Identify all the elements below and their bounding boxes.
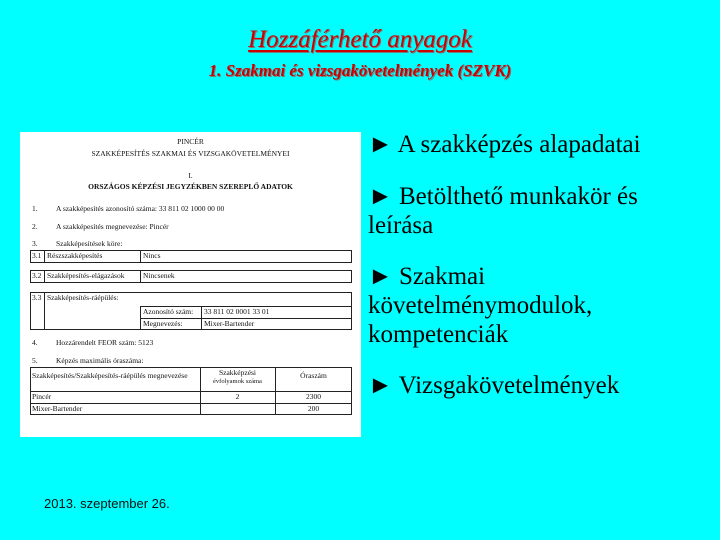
bullet-item <box>368 130 708 159</box>
doc-item-text: Képzés maximális óraszáma: <box>56 356 144 365</box>
doc-roman-numeral: I. <box>188 171 193 180</box>
doc-row-label: Szakképesítés-ráépülés: <box>47 293 119 302</box>
doc-heading-szvk: SZAKKÉPESÍTÉS SZAKMAI ÉS VIZSGAKÖVETELMÉNYEI <box>91 149 290 158</box>
doc-table-header: Óraszám <box>300 371 327 380</box>
doc-row-value: Nincs <box>143 251 161 260</box>
doc-row-value: 33 811 02 0001 33 01 <box>204 307 270 316</box>
doc-row-value: Nincsenek <box>143 271 175 280</box>
doc-row-num: 3.1 <box>32 251 42 260</box>
bullet-text: Vizsgakövetelmények <box>398 372 620 399</box>
bullet-item <box>368 182 708 240</box>
doc-table-cell: Mixer-Bartender <box>32 404 83 413</box>
bullet-text: Szakmai követelménymodulok, kompetenciák <box>368 263 593 348</box>
bullet-item <box>368 262 708 349</box>
doc-row-num: 3.2 <box>32 271 42 280</box>
doc-row-num: 3.3 <box>32 293 42 302</box>
slide-subtitle: 1. Szakmai és vizsgakövetelmények (SZVK) <box>208 61 512 80</box>
slide-title: Hozzáférhető anyagok <box>248 26 472 53</box>
doc-row-value: Mixer-Bartender <box>204 319 255 328</box>
doc-row-label: Azonosító szám: <box>143 307 194 316</box>
bullet-marker-icon: ► <box>368 183 393 210</box>
doc-row-label: Részszakképesítés <box>47 251 103 260</box>
doc-item-num: 5. <box>32 356 38 365</box>
doc-table-header: évfolyamok száma <box>213 378 262 385</box>
doc-item-text: A szakképesítés azonosító száma: 33 811 02 1000 00 00 <box>56 204 225 213</box>
bullet-item <box>368 371 708 400</box>
bullet-marker-icon: ► <box>368 372 393 399</box>
doc-table-cell: 2300 <box>306 392 321 401</box>
doc-item-num: 2. <box>32 222 38 231</box>
bullet-marker-icon: ► <box>368 263 393 290</box>
doc-item-num: 1. <box>32 204 38 213</box>
doc-table-cell: Pincér <box>32 392 52 401</box>
doc-item-text: A szakképesítés megnevezése: Pincér <box>56 222 169 231</box>
bullet-text: A szakképzés alapadatai <box>397 131 641 158</box>
bullet-marker-icon: ► <box>368 131 393 158</box>
bullet-text: Betölthető munkakör és leírása <box>368 183 638 239</box>
doc-item-text: Hozzárendelt FEOR szám: 5123 <box>56 338 154 347</box>
doc-table-header: Szakképesítés/Szakképesítés-ráépülés megnevezése <box>32 371 188 380</box>
document-preview <box>20 132 361 437</box>
doc-item-num: 3. <box>32 239 38 248</box>
doc-row-label: Megnevezés: <box>143 319 183 328</box>
doc-table-cell: 2 <box>235 392 240 401</box>
doc-item-num: 4. <box>32 338 38 347</box>
slide-date: 2013. szeptember 26. <box>44 496 170 511</box>
doc-heading-pincer: PINCÉR <box>177 137 204 146</box>
doc-table-header: Szakképzési <box>218 368 257 377</box>
doc-item-text: Szakképesítések köre: <box>56 239 123 248</box>
bullet-list <box>368 130 708 400</box>
doc-table-cell: 200 <box>307 404 320 413</box>
doc-row-label: Szakképesítés-elágazások <box>47 271 125 280</box>
doc-heading-okj: ORSZÁGOS KÉPZÉSI JEGYZÉKBEN SZEREPLŐ ADATOK <box>88 182 293 191</box>
